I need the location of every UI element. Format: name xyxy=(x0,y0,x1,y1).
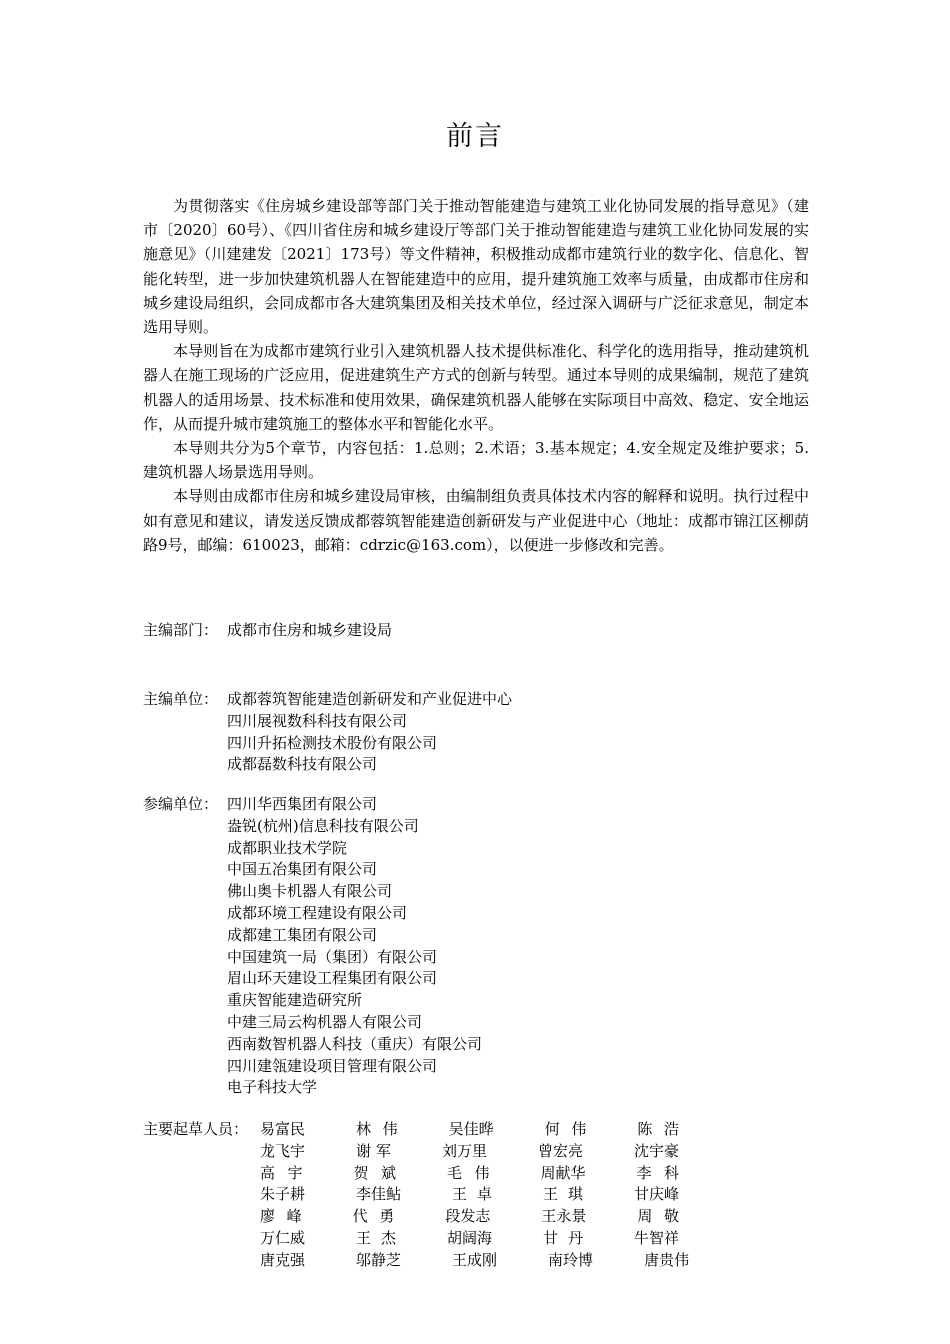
list-item: 成都职业技术学院 xyxy=(227,838,348,857)
drafter-name: 李科 xyxy=(636,1163,680,1182)
drafter-name: 王杰 xyxy=(356,1228,396,1247)
drafter-name: 龙飞宇 xyxy=(260,1141,306,1160)
list-item: 西南数智机器人科技（重庆）有限公司 xyxy=(227,1034,483,1053)
drafter-name: 邬静芝 xyxy=(356,1250,402,1269)
drafter-name: 廖峰 xyxy=(260,1207,302,1226)
drafter-name: 王卓 xyxy=(452,1185,492,1204)
drafter-name: 段发志 xyxy=(445,1207,491,1226)
list-item: 眉山环天建设工程集团有限公司 xyxy=(227,969,438,988)
list-item: 四川展视数科科技有限公司 xyxy=(227,711,408,730)
list-item: 中国五冶集团有限公司 xyxy=(227,860,378,879)
drafter-name: 李佳鲇 xyxy=(356,1185,402,1204)
list-item: 电子科技大学 xyxy=(227,1078,318,1097)
list-item: 中建三局云构机器人有限公司 xyxy=(227,1012,423,1031)
paragraph: 本导则由成都市住房和城乡建设局审核，由编制组负责具体技术内容的解释和说明。执行过程中如有意见和建议，请发送反馈成都蓉筑智能建造创新研发与产业促进中心（地址：成都市锦江区柳荫路9号，邮编：610023，邮箱：cdrzic@163.com），以便进一步修改和完善。 xyxy=(143,487,809,554)
drafter-name: 沈宇豪 xyxy=(633,1141,679,1160)
drafter-name: 王成刚 xyxy=(452,1250,498,1269)
drafter-name: 周敬 xyxy=(637,1207,679,1226)
drafter-row xyxy=(260,1119,730,1141)
drafter-name: 王永景 xyxy=(541,1207,587,1226)
drafter-name: 林伟 xyxy=(356,1120,398,1138)
paragraph: 本导则共分为5个章节，内容包括：1.总则；2.术语；3.基本规定；4.安全规定及维护要求；5.建筑机器人场景选用导则。 xyxy=(143,439,809,482)
participating-units-list xyxy=(227,794,482,1099)
chief-dept-label: 主编部门： xyxy=(143,621,219,639)
drafter-name: 胡阔海 xyxy=(446,1228,492,1247)
list-item: 四川升拓检测技术股份有限公司 xyxy=(227,733,438,752)
drafter-name: 南玲博 xyxy=(548,1250,594,1269)
drafters-label: 主要起草人员： xyxy=(143,1120,249,1138)
drafter-name: 易富民 xyxy=(260,1120,306,1138)
list-item: 佛山奥卡机器人有限公司 xyxy=(227,882,393,901)
drafter-row xyxy=(260,1184,730,1206)
drafter-row xyxy=(260,1163,730,1185)
drafter-name: 陈浩 xyxy=(637,1120,679,1138)
chief-units-label: 主编单位： xyxy=(143,690,219,708)
page-title: 前言 xyxy=(446,121,504,152)
drafter-name: 万仁威 xyxy=(260,1228,306,1247)
chief-dept-value: 成都市住房和城乡建设局 xyxy=(227,621,393,639)
drafter-name: 甘丹 xyxy=(543,1228,583,1247)
drafter-name: 周献华 xyxy=(540,1163,586,1182)
drafters-grid xyxy=(260,1119,730,1272)
preface-body xyxy=(143,194,809,557)
drafter-name: 谢军 xyxy=(356,1141,391,1160)
list-item: 成都环境工程建设有限公司 xyxy=(227,903,408,922)
drafter-name: 王琪 xyxy=(543,1185,583,1204)
list-item: 四川建瓴建设项目管理有限公司 xyxy=(227,1056,438,1075)
drafter-name: 唐贵伟 xyxy=(644,1250,690,1269)
paragraph: 为贯彻落实《住房城乡建设部等部门关于推动智能建造与建筑工业化协同发展的指导意见》（建市〔2020〕60号）、《四川省住房和城乡建设厅等部门关于推动智能建造与建筑工业化协同发展的实施意见》（川建建发〔2021〕173号）等文件精神，积极推动成都市建筑行业的数字化、信息化、智能化转型，进一步加快建筑机器人在智能建造中的应用，提升建筑施工效率与质量，由成都市住房和城乡建设局组织，会同成都市各大建筑集团及相关技术单位，经过深入调研与广泛征求意见，制定本选用导则。 xyxy=(143,197,809,337)
drafter-name: 何伟 xyxy=(544,1120,587,1138)
list-item: 成都磊数科技有限公司 xyxy=(227,755,378,774)
list-item: 成都蓉筑智能建造创新研发和产业促进中心 xyxy=(227,690,513,708)
chief-units-list xyxy=(227,689,512,776)
drafter-row xyxy=(260,1228,730,1250)
drafter-name: 贺斌 xyxy=(353,1163,396,1182)
list-item: 四川华西集团有限公司 xyxy=(227,795,378,813)
drafter-name: 毛伟 xyxy=(447,1163,490,1182)
drafter-name: 刘万里 xyxy=(441,1141,487,1160)
drafter-name: 牛智祥 xyxy=(633,1228,679,1247)
drafter-name: 吴佳晔 xyxy=(448,1120,494,1138)
drafter-name: 甘庆峰 xyxy=(633,1185,679,1204)
drafter-name: 曾宏亮 xyxy=(537,1141,583,1160)
paragraph: 本导则旨在为成都市建筑行业引入建筑机器人技术提供标准化、科学化的选用指导，推动建筑机器人在施工现场的广泛应用，促进建筑生产方式的创新与转型。通过本导则的成果编制，规范了建筑机器人的适用场景、技术标准和使用效果，确保建筑机器人能够在实际项目中高效、稳定、安全地运作，从而提升城市建筑施工的整体水平和智能化水平。 xyxy=(143,342,809,433)
drafter-row xyxy=(260,1206,730,1228)
drafter-row xyxy=(260,1250,730,1272)
drafter-name: 代勇 xyxy=(352,1207,395,1226)
drafter-row xyxy=(260,1141,730,1163)
list-item: 中国建筑一局（集团）有限公司 xyxy=(227,947,438,966)
drafter-name: 朱子耕 xyxy=(260,1185,306,1204)
list-item: 盎锐(杭州)信息科技有限公司 xyxy=(227,816,419,835)
participating-units-label: 参编单位： xyxy=(143,795,219,813)
drafter-name: 唐克强 xyxy=(260,1250,306,1269)
drafter-name: 高宇 xyxy=(260,1163,303,1182)
list-item: 重庆智能建造研究所 xyxy=(227,991,363,1010)
list-item: 成都建工集团有限公司 xyxy=(227,925,378,944)
